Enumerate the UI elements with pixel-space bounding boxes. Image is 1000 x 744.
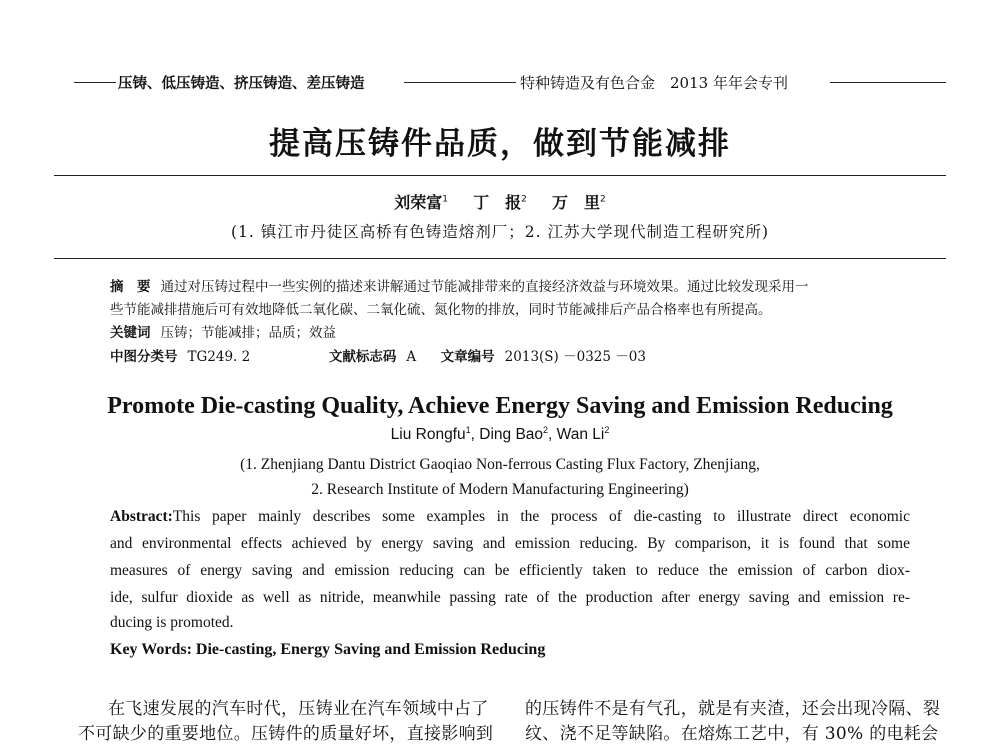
affiliation-rule bbox=[54, 258, 946, 259]
en-author-3-affil: 2 bbox=[604, 425, 610, 435]
english-abstract-line5: ducing is promoted. bbox=[110, 614, 234, 631]
author-1-affil: 1 bbox=[442, 194, 448, 205]
header-rule-right bbox=[830, 82, 946, 83]
classification-line bbox=[110, 345, 646, 365]
author-3-affil: 2 bbox=[600, 194, 606, 205]
body-col1-line2: 不可缺少的重要地位。压铸件的质量好坏，直接影响到 bbox=[78, 724, 494, 744]
english-affiliation-1: (1. Zhenjiang Dantu District Gaoqiao Non-ferrous Casting Flux Factory, Zhenjiang, bbox=[240, 456, 760, 473]
author-1: 刘荣富 bbox=[394, 193, 443, 212]
english-affiliation-2: 2. Research Institute of Modern Manufacturing Engineering) bbox=[311, 481, 689, 498]
article-no-label: 文章编号 bbox=[440, 349, 495, 365]
english-abstract-line2: and environmental effects achieved by energy saving and emission reducing. By comparison, it is found that some bbox=[110, 535, 910, 552]
english-keywords: Key Words: Die-casting, Energy Saving and Emission Reducing bbox=[110, 641, 546, 658]
body-col2-line2: 纹、浇不足等缺陷。在熔炼工艺中，有 30% 的电耗会 bbox=[525, 724, 939, 744]
en-author-3: , Wan Li bbox=[548, 426, 605, 444]
header-right-text: 特种铸造及有色合金 2013 年年会专刊 bbox=[520, 74, 788, 92]
doc-code-label: 文献标志码 bbox=[328, 349, 397, 365]
abstract-cn-label: 摘 要 bbox=[110, 279, 151, 295]
english-title: Promote Die-casting Quality, Achieve Energy Saving and Emission Reducing bbox=[107, 393, 893, 419]
english-abstract-line4: ide, sulfur dioxide as well as nitride, meanwhile passing rate of the production after energy saving and emission re- bbox=[110, 589, 910, 606]
en-author-1: Liu Rongfu bbox=[390, 426, 466, 444]
english-abstract-label: Abstract: bbox=[110, 508, 173, 525]
english-authors bbox=[0, 425, 1000, 444]
affiliation-cn: (1. 镇江市丹徒区高桥有色铸造熔剂厂；2. 江苏大学现代制造工程研究所) bbox=[230, 223, 770, 241]
en-author-2-affil: 2 bbox=[543, 425, 549, 435]
keywords-cn bbox=[110, 321, 336, 341]
english-abstract-text1: This paper mainly describes some examples in the process of die-casting to illustrate direct economic bbox=[172, 508, 910, 525]
keywords-cn-label: 关键词 bbox=[110, 325, 151, 341]
title-rule bbox=[54, 175, 946, 176]
english-abstract-line3: measures of energy saving and emission reducing can be efficiently taken to reduce the emission of carbon diox- bbox=[110, 562, 910, 579]
header-rule-middle bbox=[404, 82, 516, 83]
author-2: 丁 报 bbox=[473, 193, 522, 212]
author-2-affil: 2 bbox=[521, 194, 527, 205]
header-left-text: 压铸、低压铸造、挤压铸造、差压铸造 bbox=[118, 76, 365, 92]
abstract-cn-line1 bbox=[110, 275, 809, 295]
keywords-cn-text: 压铸；节能减排；品质；效益 bbox=[160, 325, 336, 341]
article-no-value: 2013(S) －0325 －03 bbox=[504, 349, 646, 365]
author-3: 万 里 bbox=[552, 193, 601, 212]
body-col2-line1: 的压铸件不是有气孔，就是有夹渣，还会出现冷隔、裂 bbox=[525, 699, 941, 719]
en-author-1-affil: 1 bbox=[465, 425, 471, 435]
clc-label: 中图分类号 bbox=[110, 349, 178, 365]
doc-code-value: A bbox=[406, 349, 417, 365]
abstract-cn-text1: 通过对压铸过程中一些实例的描述来讲解通过节能减排带来的直接经济效益与环境效果。通过比较发现采用一 bbox=[160, 279, 809, 295]
english-abstract-line1 bbox=[110, 508, 910, 526]
header-rule-left bbox=[74, 82, 116, 83]
clc-value: TG249. 2 bbox=[187, 349, 251, 365]
abstract-cn-line2: 些节能减排措施后可有效地降低二氧化碳、二氧化硫、氮化物的排放，同时节能减排后产品合格率也有所提高。 bbox=[110, 302, 772, 318]
en-author-2: , Ding Bao bbox=[470, 426, 544, 444]
body-col1-line1: 在飞速发展的汽车时代，压铸业在汽车领域中占了 bbox=[108, 699, 489, 719]
paper-title: 提高压铸件品质，做到节能减排 bbox=[269, 126, 731, 162]
authors-cn bbox=[0, 190, 1000, 213]
